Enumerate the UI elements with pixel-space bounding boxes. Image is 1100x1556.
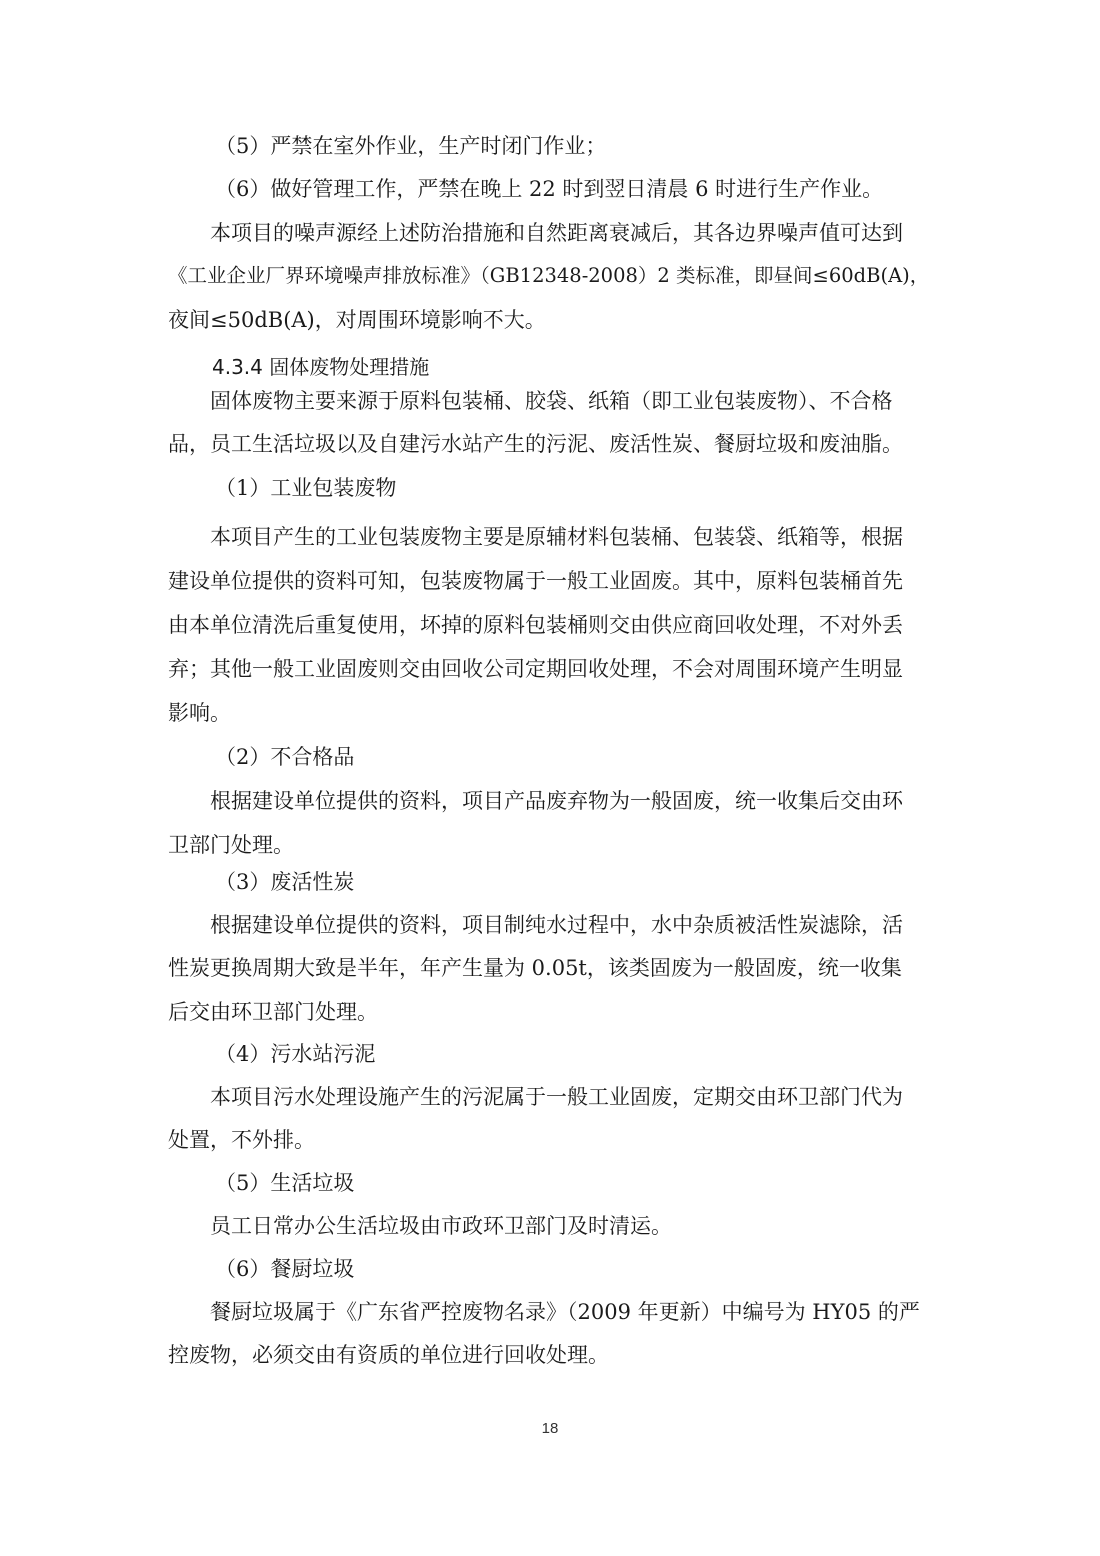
measure-item-6: （6）做好管理工作，严禁在晚上 22 时到翌日清晨 6 时进行生产作业。 (215, 177, 884, 201)
paragraph-line: 本项目污水处理设施产生的污泥属于一般工业固废，定期交由环卫部门代为 (210, 1085, 903, 1109)
subheading-domestic-waste: （5）生活垃圾 (215, 1171, 355, 1195)
page-number: 18 (541, 1420, 559, 1437)
paragraph-line: 建设单位提供的资料可知，包装废物属于一般工业固废。其中，原料包装桶首先 (168, 569, 903, 593)
paragraph-line: 根据建设单位提供的资料，项目产品废弃物为一般固废，统一收集后交由环 (210, 789, 903, 813)
section-heading: 4.3.4 固体废物处理措施 (212, 355, 430, 379)
measure-item-5: （5）严禁在室外作业，生产时闭门作业； (215, 134, 607, 158)
subheading-defective-products: （2）不合格品 (215, 745, 355, 769)
paragraph-line: 固体废物主要来源于原料包装桶、胶袋、纸箱（即工业包装废物）、不合格 (210, 389, 893, 413)
paragraph-line: 餐厨垃圾属于《广东省严控废物名录》（2009 年更新）中编号为 HY05 的严 (210, 1300, 920, 1324)
paragraph-line: 《工业企业厂界环境噪声排放标准》（GB12348-2008）2 类标准，即昼间≤60dB(A)， (168, 264, 930, 287)
paragraph-line: 控废物，必须交由有资质的单位进行回收处理。 (168, 1343, 609, 1367)
paragraph-line: 本项目的噪声源经上述防治措施和自然距离衰减后，其各边界噪声值可达到 (210, 221, 903, 245)
paragraph-line: 品，员工生活垃圾以及自建污水站产生的污泥、废活性炭、餐厨垃圾和废油脂。 (168, 432, 903, 456)
paragraph-line: 性炭更换周期大致是半年，年产生量为 0.05t，该类固废为一般固废，统一收集 (168, 956, 902, 980)
paragraph-line: 后交由环卫部门处理。 (168, 1000, 378, 1024)
subheading-industrial-packaging: （1）工业包装废物 (215, 476, 397, 500)
subheading-sludge: （4）污水站污泥 (215, 1042, 376, 1066)
paragraph-line: 影响。 (168, 701, 231, 725)
paragraph-line: 本项目产生的工业包装废物主要是原辅材料包装桶、包装袋、纸箱等，根据 (210, 525, 903, 549)
paragraph-line: 根据建设单位提供的资料，项目制纯水过程中，水中杂质被活性炭滤除，活 (210, 913, 903, 937)
paragraph-line: 处置，不外排。 (168, 1128, 315, 1152)
paragraph-line: 卫部门处理。 (168, 833, 294, 857)
paragraph-line: 弃；其他一般工业固废则交由回收公司定期回收处理，不会对周围环境产生明显 (168, 657, 903, 681)
paragraph-line: 夜间≤50dB(A)，对周围环境影响不大。 (168, 308, 546, 332)
paragraph-line: 员工日常办公生活垃圾由市政环卫部门及时清运。 (210, 1214, 672, 1238)
subheading-kitchen-waste: （6）餐厨垃圾 (215, 1257, 355, 1281)
subheading-activated-carbon: （3）废活性炭 (215, 870, 355, 894)
paragraph-line: 由本单位清洗后重复使用，坏掉的原料包装桶则交由供应商回收处理，不对外丢 (168, 613, 903, 637)
